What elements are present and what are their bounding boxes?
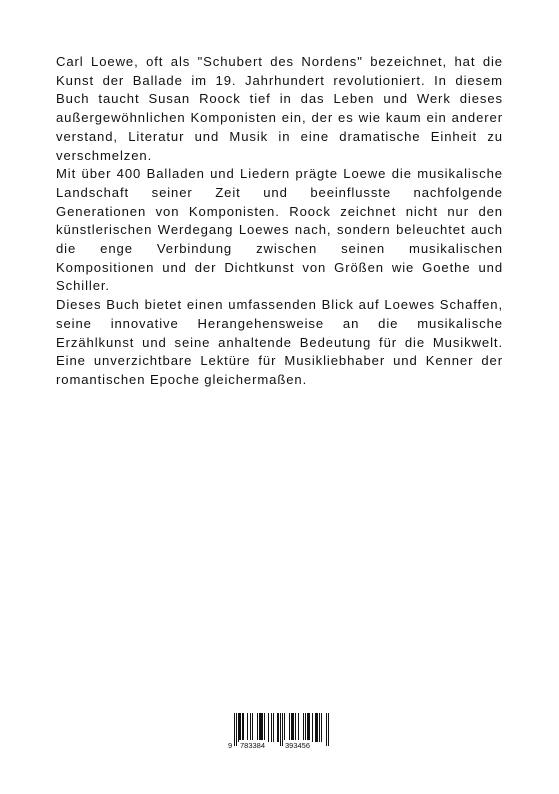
barcode-bar <box>262 713 263 742</box>
barcode-bar <box>292 713 293 742</box>
barcode-bar <box>307 713 308 742</box>
barcode-bar <box>239 713 240 742</box>
barcode-digits <box>227 740 333 752</box>
barcode-bar <box>321 713 322 742</box>
barcode-bar <box>319 713 320 742</box>
barcode-bar <box>240 713 241 742</box>
barcode-bar <box>312 713 313 742</box>
description-paragraph-3: Dieses Buch bietet einen umfassenden Blick auf Loewes Schaffen, seine innovative Herangehensweise an die musikalische Erzählkunst und seine anhaltende Bedeutung für die Musikwelt. Eine unverzichtbare Lektüre für Musikliebhaber und Kenner der romantischen Epoche gleichermaßen. <box>56 297 503 387</box>
barcode-bar <box>273 713 274 742</box>
barcode-bar <box>264 713 265 742</box>
barcode-bar <box>277 713 278 742</box>
barcode-bar <box>305 713 306 742</box>
barcode-bar <box>247 713 248 742</box>
barcode-bar <box>278 713 279 742</box>
barcode-bar <box>309 713 310 742</box>
barcode-left-group: 783384 <box>240 741 266 750</box>
barcode-bar <box>317 713 318 742</box>
barcode-bar <box>295 713 296 742</box>
barcode-bar <box>298 713 299 742</box>
isbn-barcode <box>227 713 333 753</box>
barcode-bar <box>259 713 260 742</box>
barcode-bar <box>303 713 304 742</box>
barcode-bar <box>252 713 253 742</box>
barcode-bar <box>268 713 269 742</box>
barcode-bar <box>242 713 243 742</box>
barcode-bar <box>289 713 290 742</box>
barcode-bar <box>291 713 292 742</box>
description-paragraph-2: Mit über 400 Balladen und Liedern prägte Loewe die musikalische Landschaft seiner Zeit und beeinflusste nachfolgende Generationen von Komponisten. Roock zeichnet nicht nur den künstlerischen Werdegang Loewes nach, sondern beleuchtet auch die enge Verbindung zwischen seinen musikalischen Kompositionen und der Dichtkunst von Größen wie Goethe und Schiller. <box>56 166 503 294</box>
barcode-bar <box>238 713 239 742</box>
barcode-bar <box>261 713 262 742</box>
barcode-bar <box>257 713 258 742</box>
back-cover-text <box>56 53 503 390</box>
barcode-bar <box>250 713 251 742</box>
barcode-bar <box>243 713 244 742</box>
barcode-bar <box>315 713 316 742</box>
barcode-bar <box>316 713 317 742</box>
barcode-bar <box>308 713 309 742</box>
barcode-bar <box>284 713 285 742</box>
description-paragraph-1: Carl Loewe, oft als "Schubert des Nordens" bezeichnet, hat die Kunst der Ballade im 19. Jahrhundert revolutioniert. In diesem Buch taucht Susan Roock tief in das Leben und Werk dieses außergewöhnlichen Komponisten ein, der es wie kaum ein anderer verstand, Literatur und Musik in eine dramatische Einheit zu verschmelzen. <box>56 54 503 163</box>
barcode-first-digit: 9 <box>228 741 233 750</box>
barcode-right-group: 393456 <box>285 741 311 750</box>
barcode-bar <box>271 713 272 742</box>
barcode-bar <box>260 713 261 742</box>
barcode-bar <box>293 713 294 742</box>
